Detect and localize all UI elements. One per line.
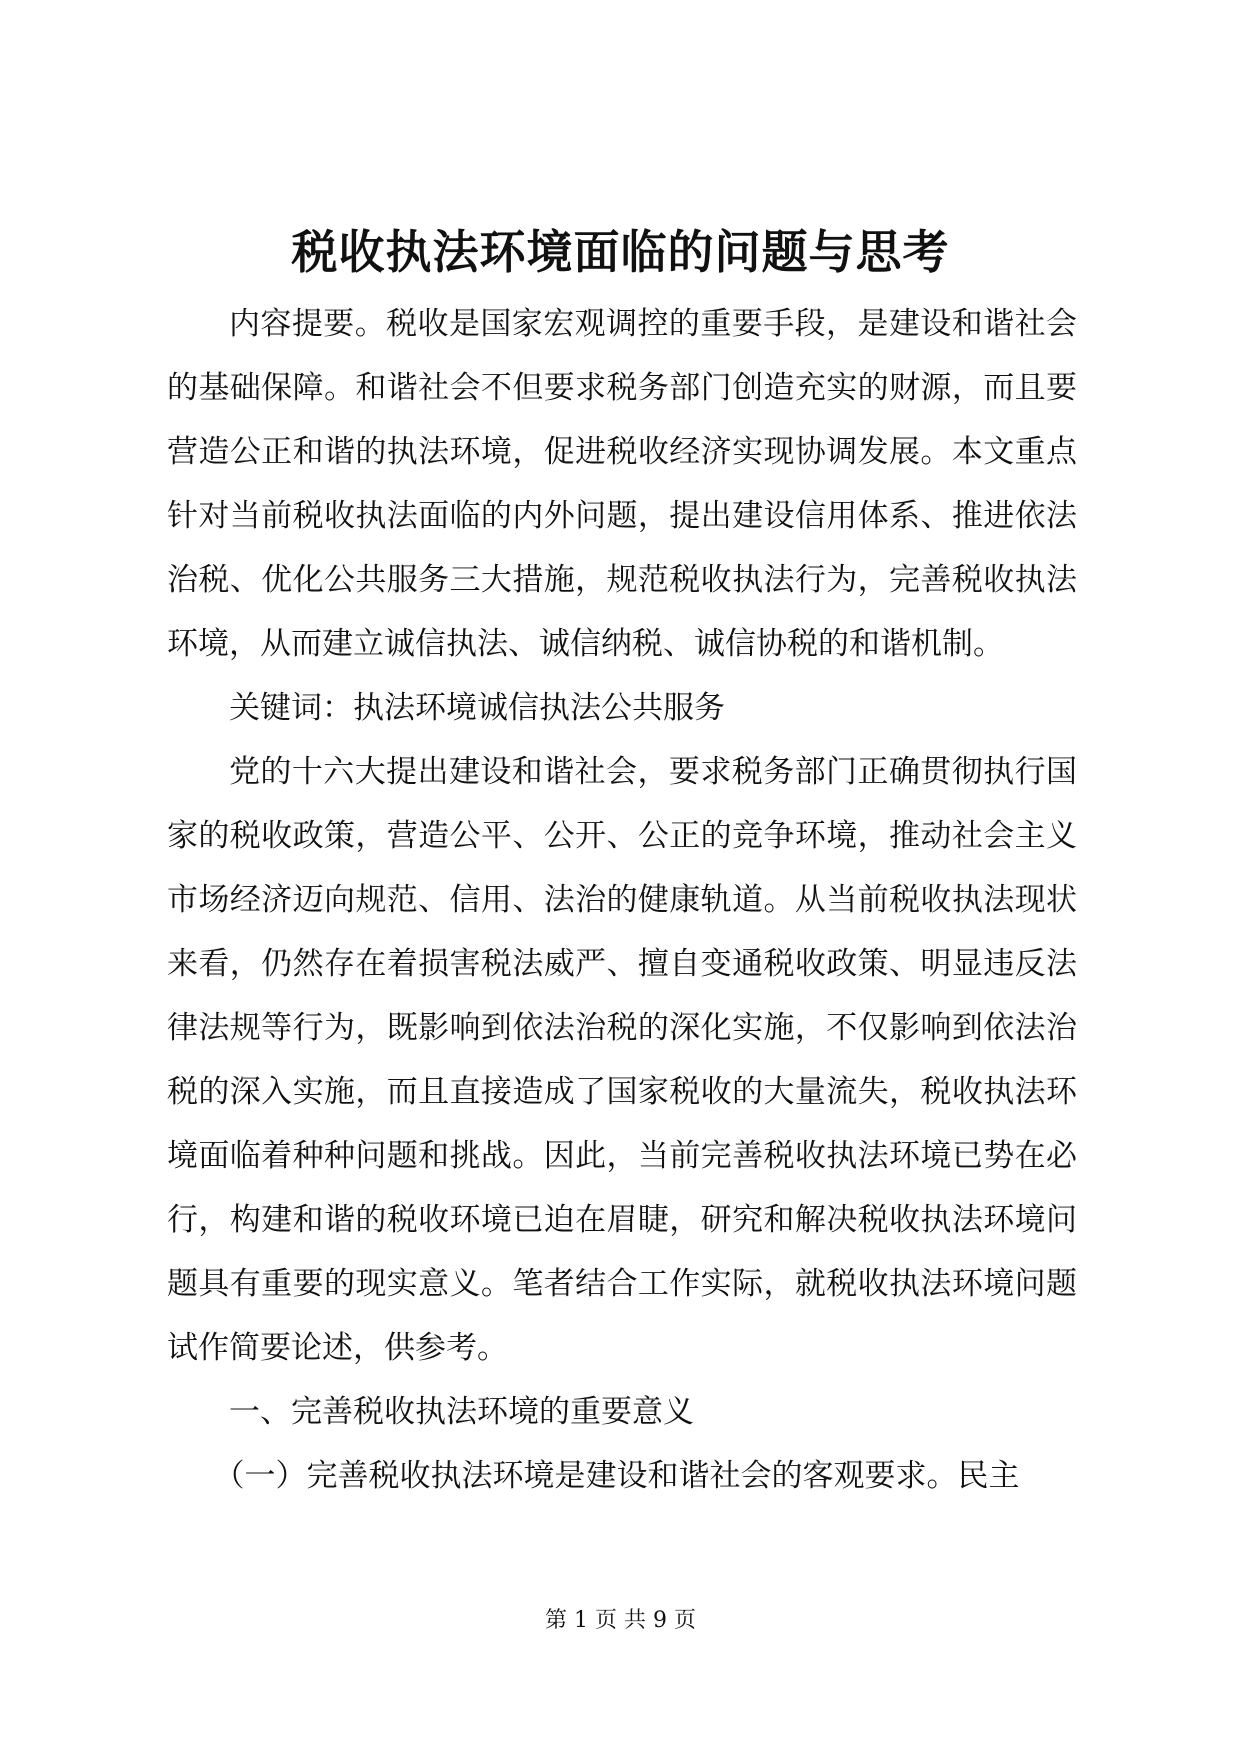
- section-heading-1: 一、完善税收执法环境的重要意义: [229, 1394, 694, 1430]
- document-body: [167, 292, 1077, 1508]
- subsection-paragraph-1: （一）完善税收执法环境是建设和谐社会的客观要求。民主: [213, 1458, 1020, 1494]
- document-title: 税收执法环境面临的问题与思考: [291, 225, 950, 279]
- page-footer: 第 1 页 共 9 页: [545, 1608, 696, 1633]
- abstract-paragraph: 内容提要。税收是国家宏观调控的重要手段，是建设和谐社会的基础保障。和谐社会不但要求税务部门创造充实的财源，而且要营造公正和谐的执法环境，促进税收经济实现协调发展。本文重点针对当前税收执法面临的内外问题，提出建设信用体系、推进依法治税、优化公共服务三大措施，规范税收执法行为，完善税收执法环境，从而建立诚信执法、诚信纳税、诚信协税的和谐机制。: [167, 306, 1077, 662]
- keywords-paragraph: 关键词：执法环境诚信执法公共服务: [229, 690, 725, 726]
- intro-paragraph: 党的十六大提出建设和谐社会，要求税务部门正确贯彻执行国家的税收政策，营造公平、公开、公正的竞争环境，推动社会主义市场经济迈向规范、信用、法治的健康轨道。从当前税收执法现状来看，仍然存在着损害税法威严、擅自变通税收政策、明显违反法律法规等行为，既影响到依法治税的深化实施，不仅影响到依法治税的深入实施，而且直接造成了国家税收的大量流失，税收执法环境面临着种种问题和挑战。因此，当前完善税收执法环境已势在必行，构建和谐的税收环境已迫在眉睫，研究和解决税收执法环境问题具有重要的现实意义。笔者结合工作实际，就税收执法环境问题试作简要论述，供参考。: [167, 754, 1077, 1366]
